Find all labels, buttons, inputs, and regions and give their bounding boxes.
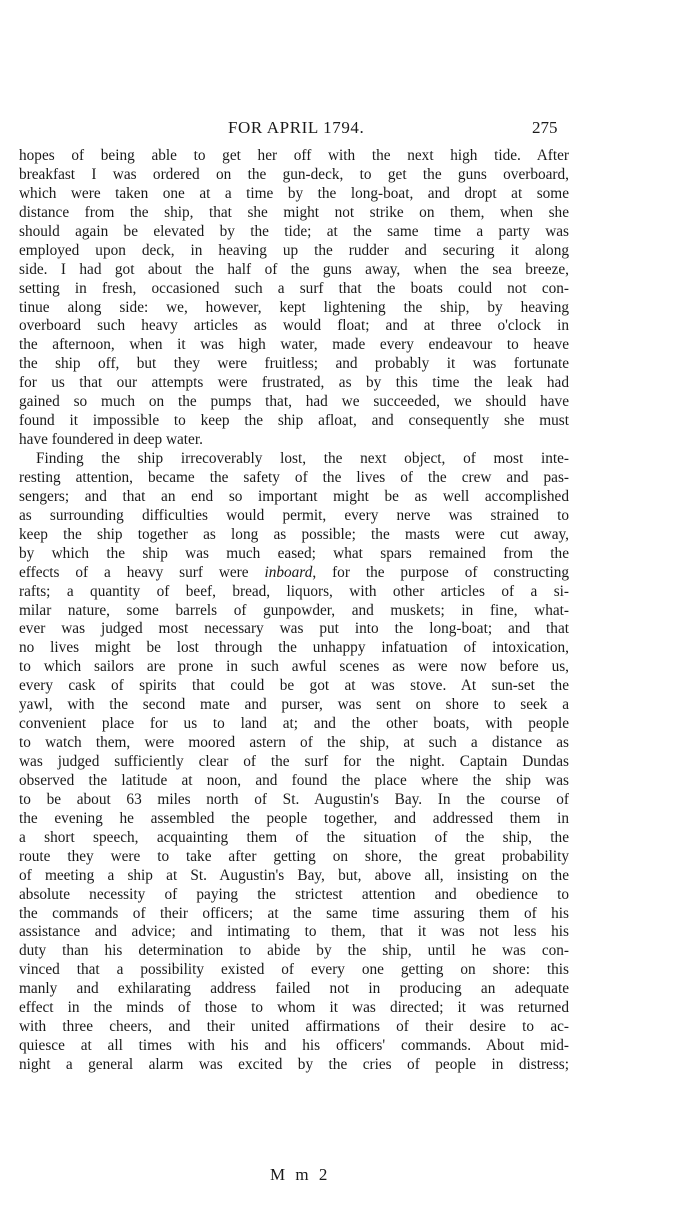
text-line: breakfast I was ordered on the gun-deck, to get the guns overboard, [19, 165, 569, 183]
text-line: to which sailors are prone in such awful scenes as were now before us, [19, 658, 569, 676]
text-line: side. I had got about the half of the guns away, when the sea breeze, [19, 260, 569, 278]
text-line: rafts; a quantity of beef, bread, liquors, with other articles of a si- [19, 582, 569, 600]
text-line: assistance and advice; and intimating to them, that it was not less his [19, 923, 569, 941]
text-line: night a general alarm was excited by the cries of people in distress; [19, 1056, 569, 1073]
text-line: quiesce at all times with his and his officers' commands. About mid- [19, 1037, 569, 1055]
text-line: keep the ship together as long as possible; the masts were cut away, [19, 525, 569, 543]
body-text [19, 147, 569, 1075]
text-line: setting in fresh, occasioned such a surf that the boats could not con- [19, 279, 569, 297]
text-line-paragraph-start: Finding the ship irrecoverably lost, the next object, of most inte- [36, 450, 569, 467]
text-line: the commands of their officers; at the same time assuring them of his [19, 904, 569, 922]
text-line: milar nature, some barrels of gunpowder, and muskets; in fine, what- [19, 601, 569, 619]
italic-word: inboard [264, 563, 313, 581]
signature-mark: M m 2 [270, 1165, 331, 1184]
running-title: FOR APRIL 1794. [228, 118, 365, 137]
page-header [0, 118, 687, 142]
text-line: of meeting a ship at St. Augustin's Bay, but, above all, insisting on the [19, 866, 569, 884]
text-line: manly and exhilarating address failed not in producing an adequate [19, 980, 569, 998]
text-line: as surrounding difficulties would permit, every nerve was strained to [19, 506, 569, 524]
text-line: the afternoon, when it was high water, made every endeavour to heave [19, 336, 569, 354]
text-line: observed the latitude at noon, and found the place where the ship was [19, 771, 569, 789]
text-line: found it impossible to keep the ship afloat, and consequently she must [19, 412, 569, 430]
text-line: have foundered in deep water. [19, 431, 203, 449]
text-line: the ship off, but they were fruitless; and probably it was fortunate [19, 355, 569, 373]
text-line: the evening he assembled the people together, and addressed them in [19, 809, 569, 827]
text-line: ever was judged most necessary was put into the long-boat; and that [19, 620, 569, 638]
text-line: absolute necessity of paying the strictest attention and obedience to [19, 885, 569, 903]
text-line: by which the ship was much eased; what spars remained from the [19, 544, 569, 562]
text-line: resting attention, became the safety of the lives of the crew and pas- [19, 468, 569, 486]
text-line: with three cheers, and their united affirmations of their desire to ac- [19, 1018, 569, 1036]
text-line: which were taken one at a time by the long-boat, and dropt at some [19, 184, 569, 202]
text-line: route they were to take after getting on shore, the great probability [19, 847, 569, 865]
text-line: no lives might be lost through the unhappy infatuation of intoxication, [19, 639, 569, 657]
text-line: every cask of spirits that could be got at was stove. At sun-set the [19, 677, 569, 695]
text-line: tinue along side: we, however, kept lightening the ship, by heaving [19, 298, 569, 316]
text-line: overboard such heavy articles as would float; and at three o'clock in [19, 317, 569, 335]
text-line: to watch them, were moored astern of the ship, at such a distance as [19, 734, 569, 752]
text-line: vinced that a possibility existed of every one getting on shore: this [19, 961, 569, 979]
text-line: duty than his determination to abide by the ship, until he was con- [19, 942, 569, 960]
text-line: for us that our attempts were frustrated, as by this time the leak had [19, 374, 569, 392]
text-line: effect in the minds of those to whom it was directed; it was returned [19, 999, 569, 1017]
text-line: yawl, with the second mate and purser, was sent on shore to seek a [19, 696, 569, 714]
text-line: convenient place for us to land at; and the other boats, with people [19, 715, 569, 733]
text-line: employed upon deck, in heaving up the rudder and securing it along [19, 241, 569, 259]
text-line: to be about 63 miles north of St. Augustin's Bay. In the course of [19, 790, 569, 808]
text-line: was judged sufficiently clear of the surf for the night. Captain Dundas [19, 753, 569, 770]
text-line: a short speech, acquainting them of the situation of the ship, the [19, 828, 569, 846]
text-line: distance from the ship, that she might not strike on them, when she [19, 203, 569, 221]
text-line: sengers; and that an end so important might be as well accomplished [19, 487, 569, 505]
text-line: hopes of being able to get her off with the next high tide. After [19, 147, 569, 164]
text-line: should again be elevated by the tide; at the same time a party was [19, 222, 569, 240]
page-number: 275 [532, 118, 558, 137]
text-line: effects of a heavy surf were inboard, for the purpose of constructing [19, 563, 570, 581]
text-line: gained so much on the pumps that, had we succeeded, we should have [19, 393, 569, 411]
